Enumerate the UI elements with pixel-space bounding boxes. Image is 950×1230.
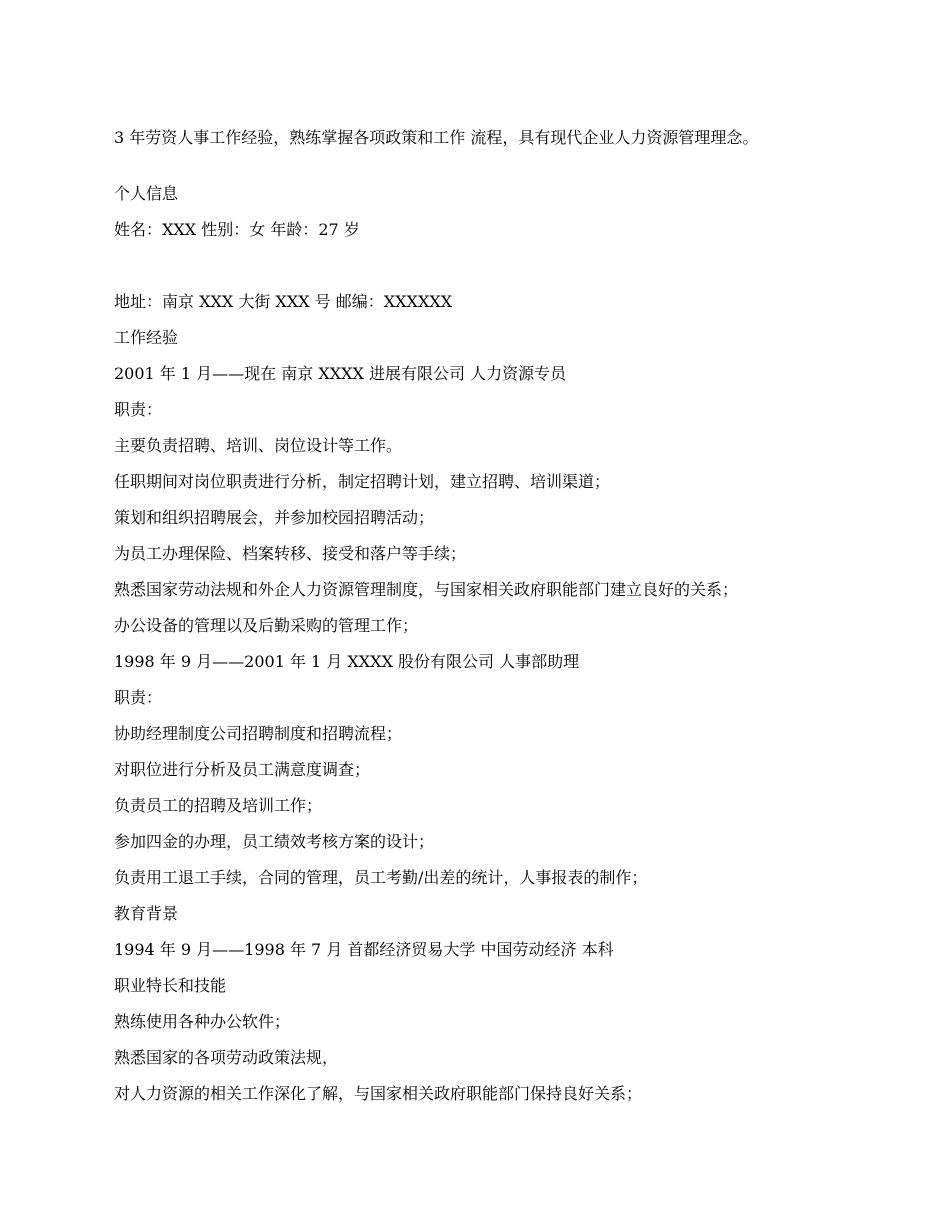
education-entry: 1994 年 9 月——1998 年 7 月 首都经济贸易大学 中国劳动经济 本科 bbox=[114, 940, 614, 959]
duty-item: 办公设备的管理以及后勤采购的管理工作； bbox=[114, 616, 419, 635]
skill-item: 对人力资源的相关工作深化了解，与国家相关政府职能部门保持良好关系； bbox=[114, 1084, 643, 1103]
duty-item: 负责员工的招聘及培训工作； bbox=[114, 796, 323, 815]
job-title: 1998 年 9 月——2001 年 1 月 XXXX 股份有限公司 人事部助理 bbox=[114, 652, 580, 671]
section-heading-personal: 个人信息 bbox=[114, 184, 179, 203]
duty-item: 对职位进行分析及员工满意度调查； bbox=[114, 760, 371, 779]
duty-item: 策划和组织招聘展会，并参加校园招聘活动； bbox=[114, 508, 435, 527]
skill-item: 熟练使用各种办公软件； bbox=[114, 1012, 291, 1031]
duty-item: 主要负责招聘、培训、岗位设计等工作。 bbox=[114, 436, 403, 455]
section-heading-education: 教育背景 bbox=[114, 904, 179, 923]
duty-item: 为员工办理保险、档案转移、接受和落户等手续； bbox=[114, 544, 467, 563]
section-heading-skills: 职业特长和技能 bbox=[114, 976, 227, 995]
duties-label: 职责： bbox=[114, 688, 163, 707]
duty-item: 熟悉国家劳动法规和外企人力资源管理制度，与国家相关政府职能部门建立良好的关系； bbox=[114, 580, 739, 599]
personal-name-line: 姓名：XXX 性别：女 年龄：27 岁 bbox=[114, 220, 360, 239]
personal-address-line: 地址：南京 XXX 大街 XXX 号 邮编：XXXXXX bbox=[114, 292, 453, 311]
duty-item: 参加四金的办理，员工绩效考核方案的设计； bbox=[114, 832, 435, 851]
section-heading-work: 工作经验 bbox=[114, 328, 179, 347]
duty-item: 任职期间对岗位职责进行分析，制定招聘计划，建立招聘、培训渠道； bbox=[114, 472, 611, 491]
duty-item: 负责用工退工手续，合同的管理，员工考勤/出差的统计，人事报表的制作； bbox=[114, 868, 648, 887]
intro-paragraph: 3 年劳资人事工作经验，熟练掌握各项政策和工作 流程，具有现代企业人力资源管理理念。 bbox=[114, 128, 759, 147]
duties-label: 职责： bbox=[114, 400, 163, 419]
duty-item: 协助经理制度公司招聘制度和招聘流程； bbox=[114, 724, 403, 743]
skill-item: 熟悉国家的各项劳动政策法规， bbox=[114, 1048, 339, 1067]
job-title: 2001 年 1 月——现在 南京 XXXX 进展有限公司 人力资源专员 bbox=[114, 364, 567, 383]
